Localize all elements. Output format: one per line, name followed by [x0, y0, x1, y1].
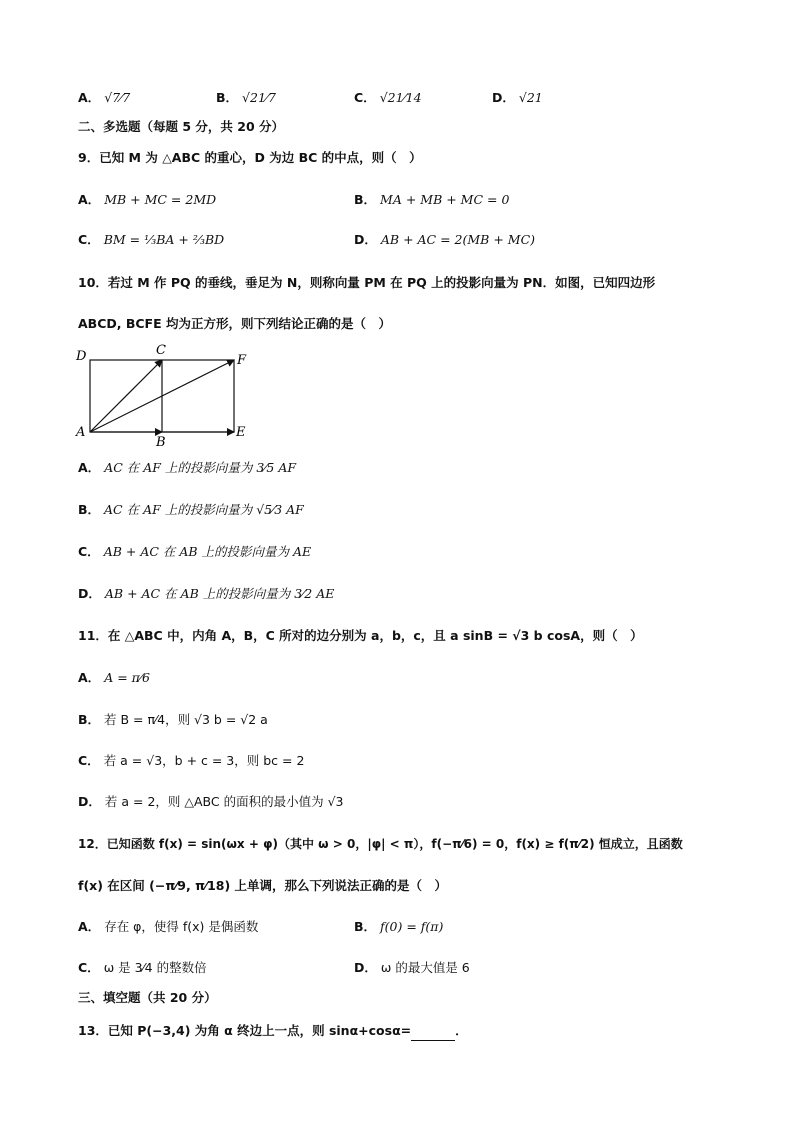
q8-option-c[interactable]: C． √21⁄14 — [354, 90, 422, 105]
q10-squares-figure — [70, 340, 260, 448]
q9-stem: 9．已知 M 为 △ABC 的重心，D 为边 BC 的中点，则（ ） — [78, 150, 422, 165]
q9-option-d[interactable]: D． AB + AC = 2(MB + MC) — [354, 232, 536, 247]
q11-stem: 11．在 △ABC 中，内角 A，B，C 所对的边分别为 a，b，c，且 a sinB = √3 b cosA，则（ ） — [78, 628, 643, 643]
section-heading-fill-in: 三、填空题（共 20 分） — [78, 990, 217, 1005]
q13-stem: 13．已知 P(−3,4) 为角 α 终边上一点，则 sinα+cosα= ． — [78, 1021, 734, 1041]
vector-ac — [90, 360, 162, 432]
q11-option-c[interactable]: C． 若 a = √3，b + c = 3，则 bc = 2 — [78, 753, 305, 768]
q12-option-d[interactable]: D． ω 的最大值是 6 — [354, 960, 470, 975]
q9-option-a[interactable]: A． MB + MC = 2MD — [78, 192, 217, 207]
q12-option-c[interactable]: C． ω 是 3⁄4 的整数倍 — [78, 960, 207, 975]
q9-option-b[interactable]: B． MA + MB + MC = 0 — [354, 192, 510, 207]
q8-option-a[interactable]: A． √7⁄7 — [78, 90, 131, 105]
section-heading-multiple-choice: 二、多选题（每题 5 分，共 20 分） — [78, 119, 285, 134]
q8-option-b[interactable]: B． √21⁄7 — [216, 90, 276, 105]
label-a: A — [76, 425, 86, 440]
q10-option-c[interactable]: C． AB + AC 在 AB 上的投影向量为 AE — [78, 544, 312, 559]
label-d: D — [76, 349, 87, 364]
q11-option-b[interactable]: B． 若 B = π⁄4，则 √3 b = √2 a — [78, 712, 268, 727]
q12-stem-line-1: 12．已知函数 f(x) = sin(ωx + φ)（其中 ω > 0，|φ| < π），f(−π⁄6) = 0，f(x) ≥ f(π⁄2) 恒成立，且函数 — [78, 837, 683, 851]
label-f: F — [237, 353, 247, 368]
q8-option-d[interactable]: D． √21 — [492, 90, 543, 105]
q10-option-a[interactable]: A． AC 在 AF 上的投影向量为 3⁄5 AF — [78, 460, 297, 475]
q10-option-d[interactable]: D． AB + AC 在 AB 上的投影向量为 3⁄2 AE — [78, 586, 335, 601]
q13-answer-blank[interactable] — [411, 1026, 455, 1041]
q10-stem-line-1: 10．若过 M 作 PQ 的垂线，垂足为 N，则称向量 PM 在 PQ 上的投影向量为 PN．如图，已知四边形 — [78, 275, 656, 290]
q12-stem-line-2: f(x) 在区间 (−π⁄9, π⁄18) 上单调，那么下列说法正确的是（ ） — [78, 878, 448, 893]
q11-option-a[interactable]: A． A = π⁄6 — [78, 670, 150, 685]
q10-stem-line-2: ABCD, BCFE 均为正方形，则下列结论正确的是（ ） — [78, 316, 391, 331]
q12-option-b[interactable]: B． f(0) = f(π) — [354, 919, 444, 934]
label-e: E — [236, 425, 246, 440]
q11-option-d[interactable]: D． 若 a = 2，则 △ABC 的面积的最小值为 √3 — [78, 794, 344, 809]
label-b: B — [156, 435, 166, 448]
q9-option-c[interactable]: C． BM = ⅓BA + ⅔BD — [78, 232, 225, 247]
q10-option-b[interactable]: B． AC 在 AF 上的投影向量为 √5⁄3 AF — [78, 502, 304, 517]
label-c: C — [156, 343, 166, 358]
q12-option-a[interactable]: A． 存在 φ，使得 f(x) 是偶函数 — [78, 919, 259, 934]
